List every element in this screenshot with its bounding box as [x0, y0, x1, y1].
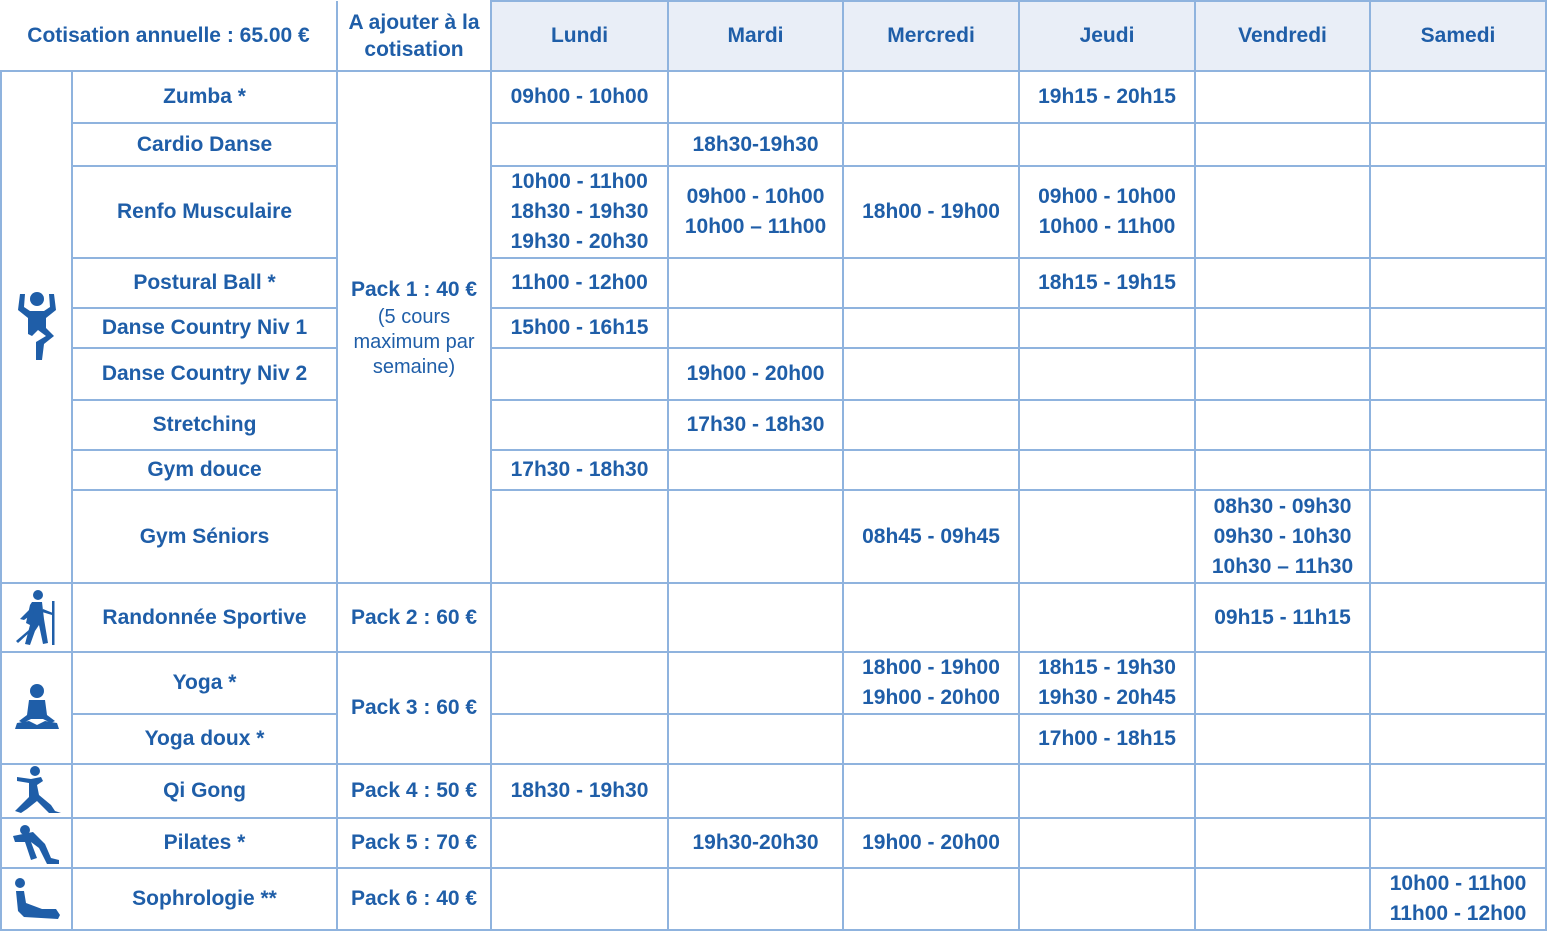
pack-label: Pack 4 : 50 € [350, 779, 478, 802]
pack-price [337, 868, 491, 930]
pack-label: Pack 5 : 70 € [350, 831, 478, 854]
time-slot: 19h30 - 20h45 [1038, 686, 1176, 709]
time-cell [843, 490, 1019, 583]
time-cell [1370, 583, 1546, 652]
schedule-row [1, 714, 1546, 764]
time-cell [1019, 818, 1195, 868]
time-cell [491, 450, 668, 490]
time-cell [1370, 348, 1546, 400]
time-slot: 10h00 - 11h00 [511, 170, 648, 193]
time-cell [668, 583, 843, 652]
time-cell [668, 166, 843, 258]
time-cell [1019, 583, 1195, 652]
time-slot: 10h00 – 11h00 [684, 215, 827, 238]
time-slot: 18h30 - 19h30 [510, 779, 649, 802]
activity-name: Randonnée Sportive [72, 583, 337, 652]
time-cell [1370, 308, 1546, 348]
schedule-body [1, 71, 1546, 930]
time-slot: 19h00 - 20h00 [862, 831, 1000, 854]
time-slot: 09h15 - 11h15 [1214, 605, 1351, 629]
time-cell [491, 764, 668, 818]
time-slot: 18h30 - 19h30 [510, 200, 649, 223]
time-cell [1019, 348, 1195, 400]
pack-price [337, 71, 491, 583]
time-slot: 09h30 - 10h30 [1213, 524, 1352, 548]
time-cell [1195, 764, 1370, 818]
time-cell [1370, 166, 1546, 258]
time-cell [843, 583, 1019, 652]
time-cell [1195, 490, 1370, 583]
ajout-label: A ajouter à la cotisation [337, 1, 491, 71]
activity-name: Gym douce [72, 450, 337, 490]
time-cell [1195, 714, 1370, 764]
time-cell [668, 450, 843, 490]
time-cell [668, 308, 843, 348]
time-cell [491, 71, 668, 123]
time-cell [668, 490, 843, 583]
time-cell [668, 868, 843, 930]
schedule-row [1, 400, 1546, 450]
time-cell [1019, 764, 1195, 818]
time-cell [843, 308, 1019, 348]
time-slot: 09h00 - 10h00 [1038, 185, 1176, 208]
time-cell [1370, 818, 1546, 868]
time-cell [1195, 450, 1370, 490]
time-cell [1019, 714, 1195, 764]
qi-gong-icon [1, 764, 72, 818]
activity-name: Sophrologie ** [72, 868, 337, 930]
time-cell [668, 71, 843, 123]
time-slot: 18h00 - 19h00 [862, 656, 1000, 679]
meditation-icon [1, 652, 72, 764]
time-slot: 10h00 - 11h00 [1038, 215, 1176, 238]
time-cell [843, 123, 1019, 166]
time-cell [491, 258, 668, 308]
time-cell [668, 764, 843, 818]
pack-price [337, 764, 491, 818]
time-cell [843, 764, 1019, 818]
time-slot: 15h00 - 16h15 [510, 316, 649, 339]
time-cell [1019, 652, 1195, 714]
time-slot: 19h30 - 20h30 [510, 230, 649, 253]
time-cell [1195, 71, 1370, 123]
activity-name: Stretching [72, 400, 337, 450]
time-cell [843, 166, 1019, 258]
day-header: Vendredi [1195, 1, 1370, 71]
time-cell [843, 868, 1019, 930]
time-slot: 18h00 - 19h00 [862, 200, 1000, 223]
time-cell [1019, 868, 1195, 930]
schedule-row [1, 490, 1546, 583]
time-slot: 09h00 - 10h00 [510, 85, 649, 108]
time-cell [1019, 123, 1195, 166]
time-slot: 18h30-19h30 [692, 132, 819, 156]
time-cell [1370, 868, 1546, 930]
time-slot: 18h15 - 19h15 [1038, 271, 1176, 294]
pack-note: (5 cours maximum par semaine) [353, 305, 475, 378]
time-cell [1370, 714, 1546, 764]
time-slot: 19h15 - 20h15 [1038, 85, 1176, 108]
day-header: Jeudi [1019, 1, 1195, 71]
activity-name: Yoga * [72, 652, 337, 714]
time-cell [491, 123, 668, 166]
schedule-row [1, 818, 1546, 868]
time-cell [1370, 764, 1546, 818]
time-cell [668, 818, 843, 868]
time-slot: 19h30-20h30 [692, 831, 819, 854]
pack-label: Pack 3 : 60 € [350, 696, 478, 719]
pack-label: Pack 2 : 60 € [350, 605, 478, 629]
schedule-row [1, 450, 1546, 490]
time-cell [1370, 258, 1546, 308]
schedule-row [1, 308, 1546, 348]
schedule-row [1, 652, 1546, 714]
time-cell [843, 348, 1019, 400]
time-cell [491, 308, 668, 348]
time-cell [1195, 308, 1370, 348]
time-cell [1370, 123, 1546, 166]
schedule-row [1, 258, 1546, 308]
sophrology-stretch-icon [1, 868, 72, 930]
time-cell [843, 71, 1019, 123]
time-cell [668, 400, 843, 450]
activity-name: Pilates * [72, 818, 337, 868]
time-cell [491, 400, 668, 450]
time-cell [1370, 71, 1546, 123]
time-slot: 18h15 - 19h30 [1038, 656, 1176, 679]
activity-name: Danse Country Niv 1 [72, 308, 337, 348]
time-cell [843, 258, 1019, 308]
time-cell [668, 258, 843, 308]
time-cell [1019, 490, 1195, 583]
time-cell [491, 166, 668, 258]
time-cell [668, 348, 843, 400]
time-cell [1370, 490, 1546, 583]
time-slot: 19h00 - 20h00 [686, 362, 825, 385]
time-slot: 19h00 - 20h00 [862, 686, 1000, 709]
time-cell [1195, 868, 1370, 930]
time-cell [1195, 258, 1370, 308]
time-cell [1370, 652, 1546, 714]
schedule-row [1, 123, 1546, 166]
pack-price [337, 652, 491, 764]
time-slot: 17h00 - 18h15 [1038, 727, 1176, 750]
activity-name: Cardio Danse [72, 123, 337, 166]
schedule-row [1, 71, 1546, 123]
time-slot: 17h30 - 18h30 [686, 413, 825, 436]
time-cell [1195, 818, 1370, 868]
day-header: Mardi [668, 1, 843, 71]
time-cell [1370, 450, 1546, 490]
activity-name: Postural Ball * [72, 258, 337, 308]
time-cell [1019, 258, 1195, 308]
activity-name: Qi Gong [72, 764, 337, 818]
pack-price [337, 818, 491, 868]
time-cell [491, 818, 668, 868]
time-cell [1019, 71, 1195, 123]
time-cell [1019, 450, 1195, 490]
time-cell [668, 652, 843, 714]
activity-name: Renfo Musculaire [72, 166, 337, 258]
dance-pose-icon [1, 71, 72, 583]
time-slot: 10h00 - 11h00 [1389, 872, 1527, 895]
pack-label: Pack 6 : 40 € [350, 887, 478, 910]
time-slot: 11h00 - 12h00 [1389, 902, 1527, 925]
time-slot: 11h00 - 12h00 [511, 271, 648, 294]
time-cell [491, 348, 668, 400]
activity-name: Yoga doux * [72, 714, 337, 764]
day-header: Lundi [491, 1, 668, 71]
time-cell [1370, 400, 1546, 450]
activity-name: Zumba * [72, 71, 337, 123]
activity-name: Danse Country Niv 2 [72, 348, 337, 400]
time-cell [1195, 652, 1370, 714]
schedule-row [1, 868, 1546, 930]
time-cell [1195, 123, 1370, 166]
time-cell [843, 450, 1019, 490]
schedule-row [1, 348, 1546, 400]
time-cell [668, 714, 843, 764]
time-cell [843, 818, 1019, 868]
header-row [1, 1, 1546, 71]
time-cell [1195, 348, 1370, 400]
time-slot: 08h45 - 09h45 [862, 524, 1000, 548]
schedule-row [1, 764, 1546, 818]
day-header: Mercredi [843, 1, 1019, 71]
time-cell [1195, 166, 1370, 258]
day-header: Samedi [1370, 1, 1546, 71]
time-slot: 08h30 - 09h30 [1213, 494, 1352, 518]
time-cell [491, 714, 668, 764]
hiking-icon [1, 583, 72, 652]
cotisation-label: Cotisation annuelle : 65.00 € [1, 1, 337, 71]
time-cell [1019, 308, 1195, 348]
time-cell [1195, 583, 1370, 652]
time-cell [843, 714, 1019, 764]
time-cell [491, 868, 668, 930]
time-cell [491, 583, 668, 652]
pack-price [337, 583, 491, 652]
activity-name: Gym Séniors [72, 490, 337, 583]
time-slot: 10h30 – 11h30 [1211, 554, 1354, 578]
time-cell [491, 652, 668, 714]
schedule-row [1, 583, 1546, 652]
schedule-row [1, 166, 1546, 258]
time-cell [491, 490, 668, 583]
time-cell [1019, 400, 1195, 450]
time-cell [1019, 166, 1195, 258]
time-slot: 09h00 - 10h00 [686, 185, 825, 208]
time-cell [1195, 400, 1370, 450]
time-cell [843, 652, 1019, 714]
pack-label: Pack 1 : 40 € [350, 277, 478, 301]
time-cell [843, 400, 1019, 450]
time-cell [668, 123, 843, 166]
pilates-stretch-icon [1, 818, 72, 868]
time-slot: 17h30 - 18h30 [510, 458, 649, 481]
